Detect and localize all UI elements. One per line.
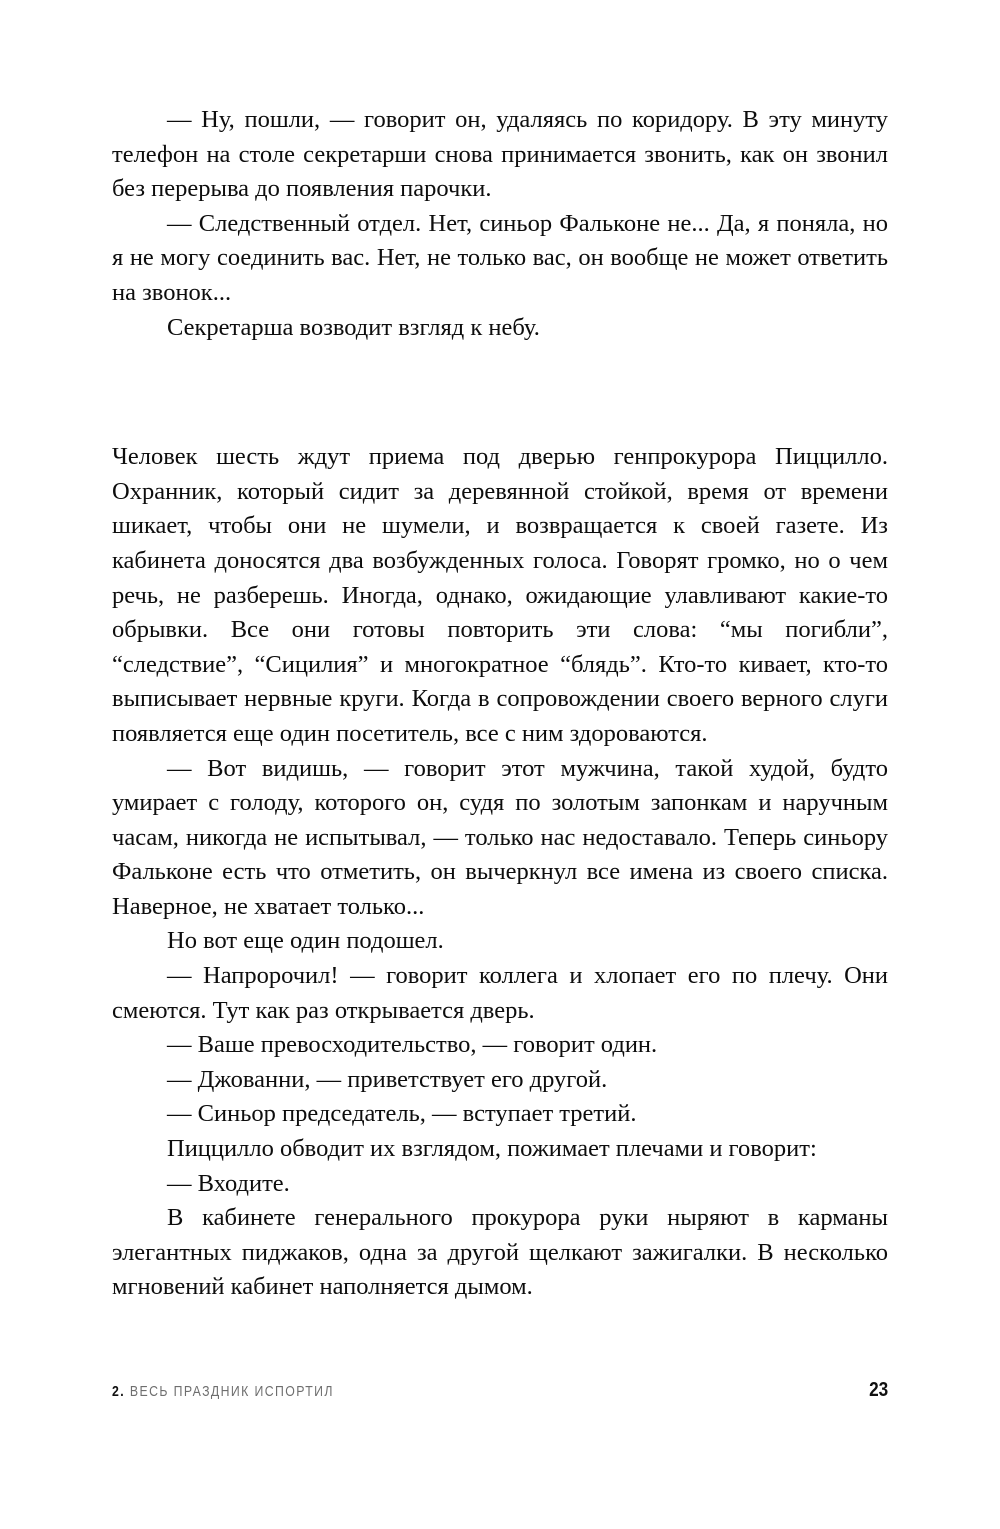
running-head <box>112 1383 334 1401</box>
paragraph: — Напророчил! — говорит коллега и хлопает его по плечу. Они смеются. Тут как раз открывается дверь. <box>112 962 888 1024</box>
paragraph: — Ваше превосходительство, — говорит один. <box>167 1031 658 1059</box>
paragraph: — Ну, пошли, — говорит он, удаляясь по коридору. В эту минуту телефон на столе секретарши снова принимается звонить, как он звонил без перерыва до появления парочки. <box>112 106 888 203</box>
chapter-title: ВЕСЬ ПРАЗДНИК ИСПОРТИЛ <box>129 1383 334 1400</box>
paragraph: Но вот еще один подошел. <box>167 927 444 955</box>
paragraph: — Вот видишь, — говорит этот мужчина, такой худой, будто умирает с голоду, которого он, судя по золотым запонкам и наручным часам, никогда не испытывал, — только нас недоставало. Теперь синьору Фальконе есть что отметить, он вычеркнул все имена из своего списка. Наверное, не хватает только... <box>112 754 888 920</box>
section-break <box>112 345 888 440</box>
page-footer <box>112 1379 888 1402</box>
paragraph: В кабинете генерального прокурора руки ныряют в карманы элегантных пиджаков, одна за другой щелкают зажигалки. В несколько мгновений кабинет наполняется дымом. <box>112 1204 888 1301</box>
paragraph: Пиццилло обводит их взглядом, пожимает плечами и говорит: <box>167 1135 817 1163</box>
body-text-column <box>112 103 888 1305</box>
page-number: 23 <box>868 1379 888 1401</box>
paragraph: — Джованни, — приветствует его другой. <box>167 1065 608 1093</box>
paragraph: — Синьор председатель, — вступает третий. <box>167 1100 637 1128</box>
paragraph: — Входите. <box>167 1169 290 1197</box>
paragraph: Человек шесть ждут приема под дверью генпрокурора Пиццилло. Охранник, который сидит за деревянной стойкой, время от времени шикает, чтобы они не шумели, и возвращается к своей газете. Из кабинета доносятся два возбужденных голоса. Говорят громко, но о чем речь, не разберешь. Иногда, однако, ожидающие улавливают какие-то обрывки. Все они готовы повторить эти слова: “мы погибли”, “следствие”, “Сицилия” и многократное “блядь”. Кто-то кивает, кто-то выписывает нервные круги. Когда в сопровождении своего верного слуги появляется еще один посетитель, все с ним здороваются. <box>112 443 888 747</box>
paragraph: Секретарша возводит взгляд к небу. <box>167 313 540 341</box>
chapter-number: 2. <box>112 1383 126 1400</box>
paragraph: — Следственный отдел. Нет, синьор Фальконе не... Да, я поняла, но я не могу соединить вас. Нет, не только вас, он вообще не может ответить на звонок... <box>112 209 888 306</box>
